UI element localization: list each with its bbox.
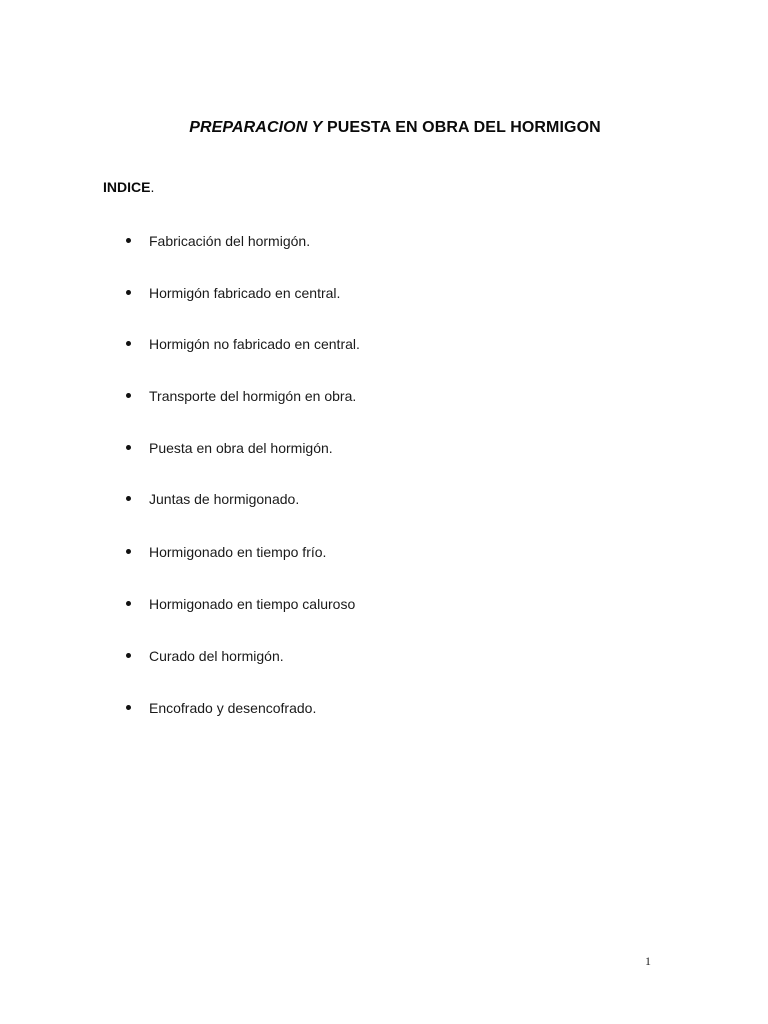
index-item-label: Puesta en obra del hormigón. [149, 440, 333, 456]
index-list-item [0, 647, 600, 667]
index-item-label: Juntas de hormigonado. [149, 491, 300, 507]
index-list-item [0, 543, 600, 563]
bullet-icon [126, 445, 131, 450]
index-heading-suffix: . [150, 179, 155, 195]
bullet-icon [126, 549, 131, 554]
index-list-item [0, 232, 600, 252]
index-heading [103, 179, 154, 195]
bullet-icon [126, 496, 131, 501]
document-title [0, 119, 768, 137]
index-list-item [0, 490, 600, 510]
title-bold-part: PUESTA EN OBRA DEL HORMIGON [326, 119, 601, 136]
index-list-item [0, 387, 600, 407]
index-heading-text: INDICE [103, 179, 151, 195]
title-italic-part: PREPARACION Y [189, 119, 323, 136]
index-item-label: Hormigonado en tiempo caluroso [149, 596, 356, 612]
bullet-icon [126, 601, 131, 606]
bullet-icon [126, 393, 131, 398]
bullet-icon [126, 238, 131, 243]
index-list-item [0, 284, 600, 304]
index-item-label: Transporte del hormigón en obra. [149, 388, 357, 404]
index-item-label: Hormigonado en tiempo frío. [149, 544, 327, 560]
index-item-label: Hormigón no fabricado en central. [149, 336, 360, 352]
bullet-icon [126, 653, 131, 658]
bullet-icon [126, 705, 131, 710]
index-list-item [0, 595, 600, 615]
index-item-label: Encofrado y desencofrado. [149, 700, 317, 716]
index-list-item [0, 335, 600, 355]
page-number: 1 [645, 954, 651, 968]
index-item-label: Curado del hormigón. [149, 648, 284, 664]
bullet-icon [126, 290, 131, 295]
index-list-item [0, 699, 600, 719]
index-item-label: Hormigón fabricado en central. [149, 285, 341, 301]
bullet-icon [126, 341, 131, 346]
index-list-item [0, 439, 600, 459]
index-item-label: Fabricación del hormigón. [149, 233, 311, 249]
